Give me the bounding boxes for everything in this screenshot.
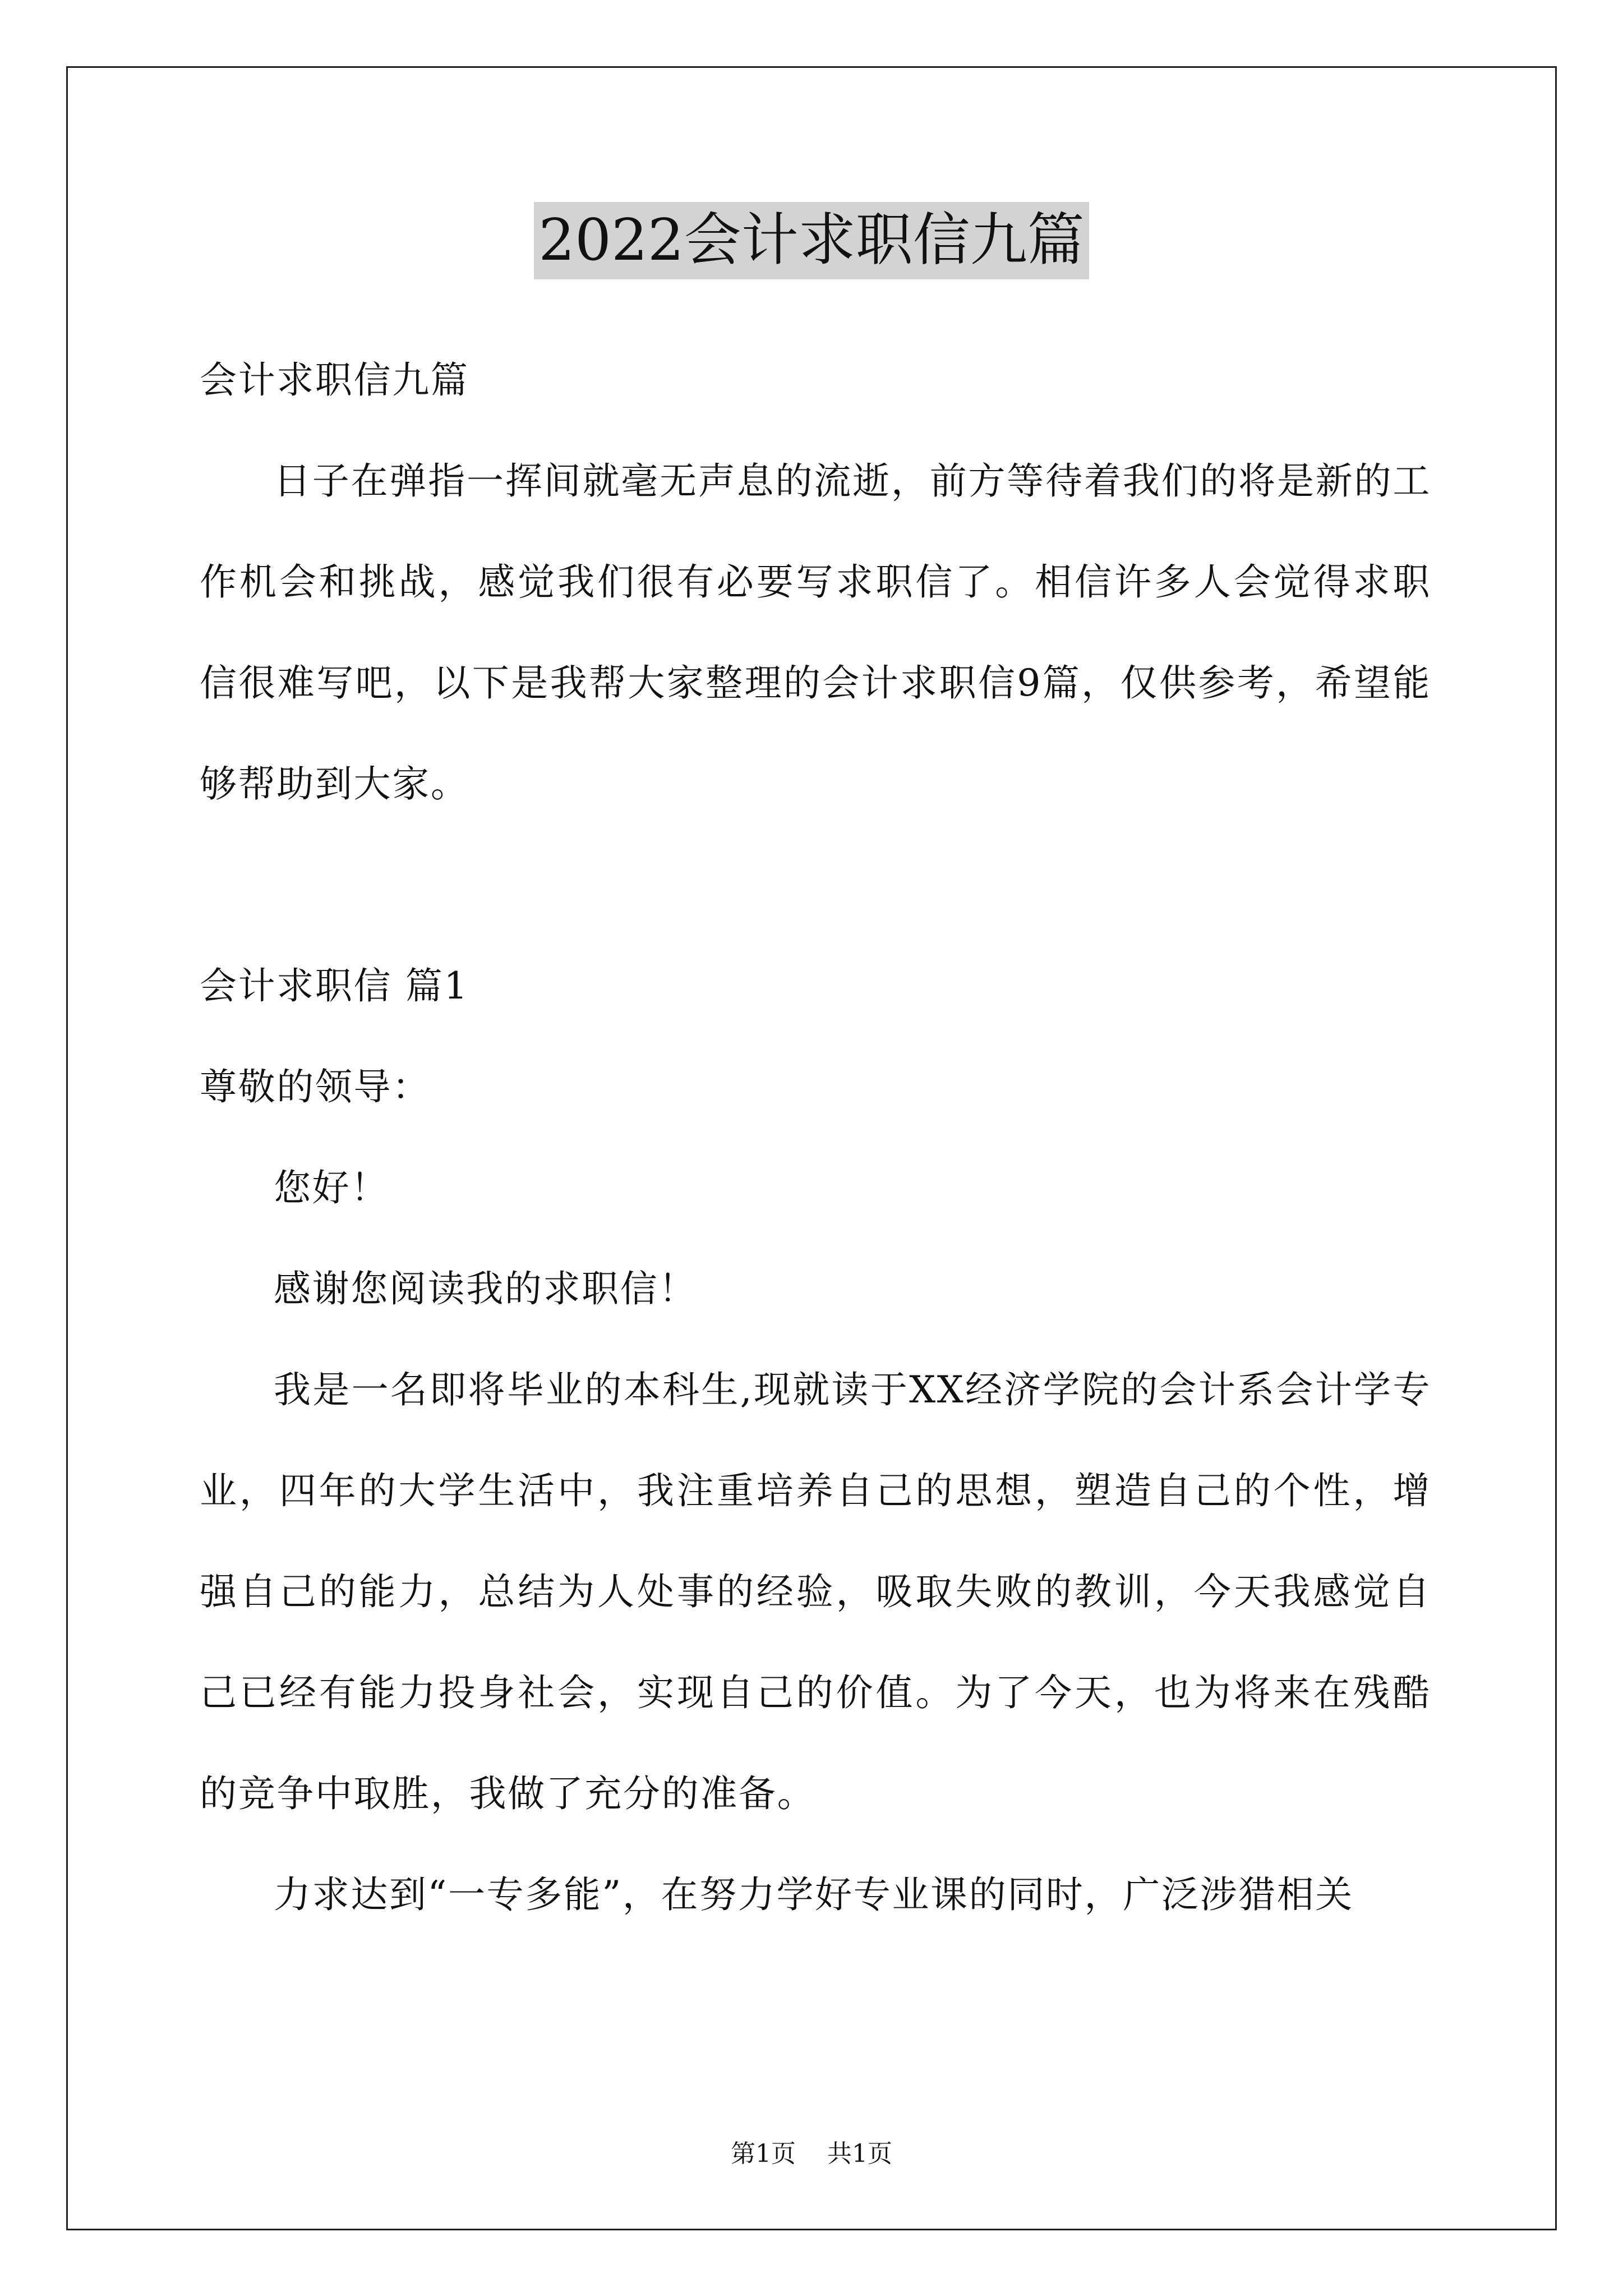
thanks-line: 感谢您阅读我的求职信！ bbox=[274, 1267, 698, 1310]
greeting: 您好！ bbox=[274, 1166, 389, 1209]
document-title: 2022会计求职信九篇 bbox=[534, 202, 1089, 279]
body-paragraph: 我是一名即将毕业的本科生,现就读于XX经济学院的会计系会计学专业，四年的大学生活中，我注重培养自己的思想，塑造自己的个性，增强自己的能力，总结为人处事的经验，吸取失败的教训，今天我感觉自己已经有能力投身社会，实现自己的价值。为了今天，也为将来在残酷的竞争中取胜，我做了充分的准备。 bbox=[200, 1368, 1431, 1815]
section-heading: 会计求职信九篇 bbox=[200, 358, 469, 402]
page-footer bbox=[0, 2137, 1623, 2171]
intro-paragraph: 日子在弹指一挥间就毫无声息的流逝，前方等待着我们的将是新的工作机会和挑战，感觉我们很有必要写求职信了。相信许多人会觉得求职信很难写吧，以下是我帮大家整理的会计求职信9篇，仅供参考，希望能够帮助到大家。 bbox=[200, 459, 1431, 806]
page-total: 共1页 bbox=[827, 2139, 892, 2168]
letter-heading: 会计求职信 篇1 bbox=[200, 964, 469, 1007]
paragraph-gap bbox=[200, 835, 1431, 936]
page-number: 第1页 bbox=[731, 2139, 796, 2168]
salutation: 尊敬的领导： bbox=[200, 1065, 431, 1108]
body-paragraph: 力求达到“一专多能”，在努力学好专业课的同时，广泛涉猎相关 bbox=[274, 1873, 1354, 1916]
document-body bbox=[200, 330, 1431, 1945]
title-container bbox=[0, 202, 1623, 279]
